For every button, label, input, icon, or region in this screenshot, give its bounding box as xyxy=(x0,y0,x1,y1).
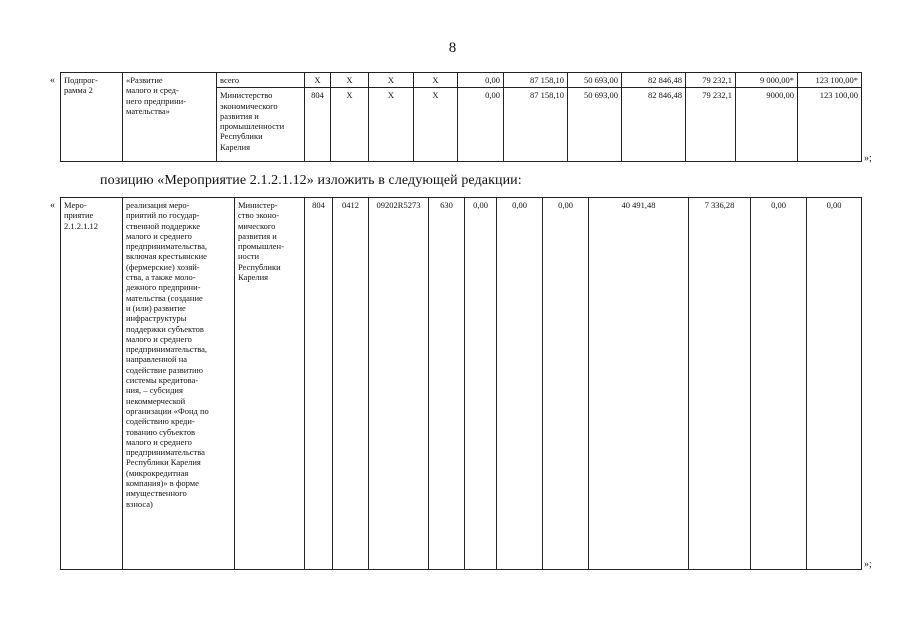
csr-cell: X xyxy=(369,73,414,88)
value-cell: 9000,00 xyxy=(736,88,798,162)
close-quote-1: »; xyxy=(864,153,872,164)
grbs-cell: 804 xyxy=(305,88,331,162)
open-quote-2: « xyxy=(50,200,55,211)
measure-description: реализация меро- приятий по государ- ственной поддержке малого и среднего предпринимательства, включая крестьянские (фермерские) хозяй- ства, а также моло- дежного предприни- мательства (создание и (или) развитие инфраструктуры поддержки субъектов малого и среднего предпринимательства, направленной на содействие развитию системы кредитова- ния, – субсидия некоммерческой организации «Фонд по содействию креди- тованию субъектов малого и среднего предпринимательства Республики Карелия (микрокредитная компания)» в форме имущественного взноса) xyxy=(123,198,235,570)
value-cell: 123 100,00* xyxy=(798,73,862,88)
rzpr-cell: X xyxy=(331,88,369,162)
vr-cell: X xyxy=(414,88,458,162)
value-cell: 0,00 xyxy=(543,198,589,570)
value-cell: 0,00 xyxy=(458,88,504,162)
subprogram-name: Подпрог- рамма 2 xyxy=(61,73,123,162)
table-row xyxy=(61,198,862,570)
value-cell: 0,00 xyxy=(458,73,504,88)
value-cell: 87 158,10 xyxy=(504,73,568,88)
table-row xyxy=(61,73,862,88)
value-cell: 0,00 xyxy=(751,198,807,570)
value-cell: 50 693,00 xyxy=(568,73,622,88)
open-quote-1: « xyxy=(50,75,55,86)
value-cell: 0,00 xyxy=(465,198,497,570)
value-cell: 79 232,1 xyxy=(686,88,736,162)
value-cell: 0,00 xyxy=(807,198,862,570)
value-cell: 7 336,28 xyxy=(689,198,751,570)
value-cell: 87 158,10 xyxy=(504,88,568,162)
rzpr-cell: 0412 xyxy=(333,198,369,570)
row-label: Министерство экономического развития и промышленности Республики Карелия xyxy=(217,88,305,162)
subprogram-title: «Развитие малого и сред- него предприни- мательства» xyxy=(123,73,217,162)
value-cell: 40 491,48 xyxy=(589,198,689,570)
measure-executor: Министер- ство эконо- мического развития и промышлен- ности Республики Карелия xyxy=(235,198,305,570)
value-cell: 50 693,00 xyxy=(568,88,622,162)
value-cell: 79 232,1 xyxy=(686,73,736,88)
value-cell: 82 846,48 xyxy=(622,88,686,162)
vr-cell: 630 xyxy=(429,198,465,570)
vr-cell: X xyxy=(414,73,458,88)
subprogram-table xyxy=(60,72,862,162)
grbs-cell: 804 xyxy=(305,198,333,570)
csr-cell: X xyxy=(369,88,414,162)
row-label: всего xyxy=(217,73,305,88)
rzpr-cell: X xyxy=(331,73,369,88)
value-cell: 0,00 xyxy=(497,198,543,570)
measure-table xyxy=(60,197,862,570)
page-number: 8 xyxy=(448,40,457,56)
value-cell: 123 100,00 xyxy=(798,88,862,162)
grbs-cell: X xyxy=(305,73,331,88)
measure-name: Меро- приятие 2.1.2.1.12 xyxy=(61,198,123,570)
value-cell: 9 000,00* xyxy=(736,73,798,88)
csr-cell: 09202R5273 xyxy=(369,198,429,570)
value-cell: 82 846,48 xyxy=(622,73,686,88)
close-quote-2: »; xyxy=(864,559,872,570)
amendment-instruction: позицию «Мероприятие 2.1.2.1.12» изложить в следующей редакции: xyxy=(100,173,522,188)
